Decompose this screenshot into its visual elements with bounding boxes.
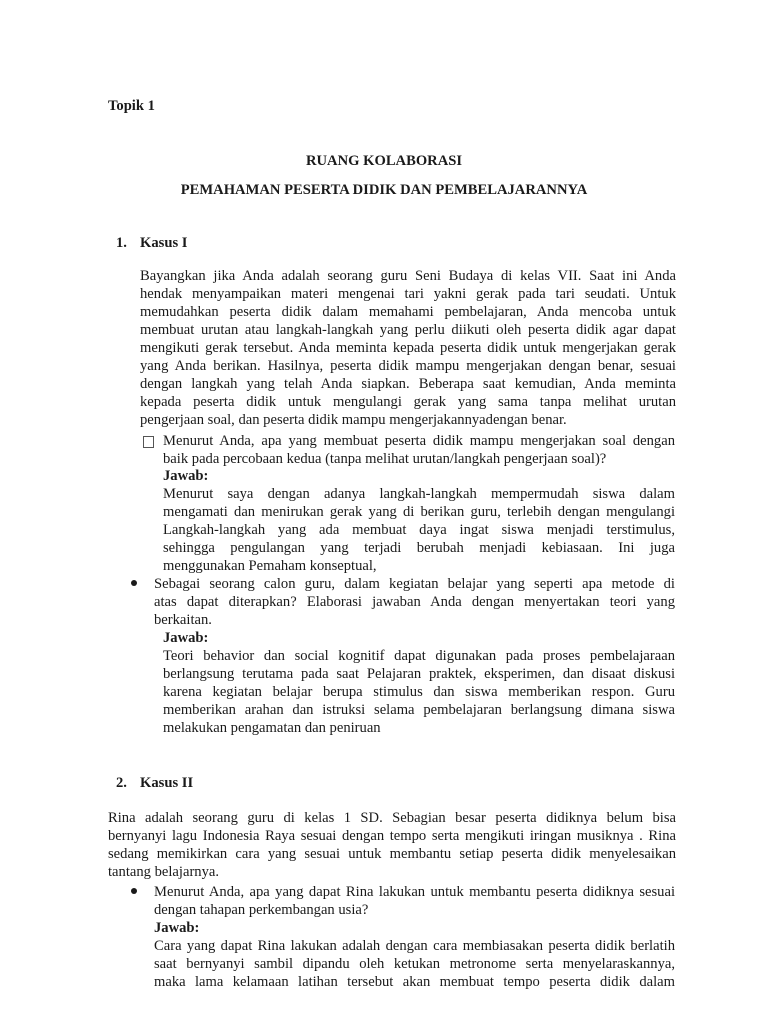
text-line: bernyanyi lagu Indonesia Raya sesuai dengan tempo serta mengikuti iringan musiknya . Rina — [108, 828, 676, 844]
text-line: Menurut Anda, apa yang membuat peserta didik mampu mengerjakan soal dengan — [163, 433, 675, 449]
answer-label: Jawab: — [154, 920, 200, 936]
text-line: dengan langkah yang telah Anda siapkan. Beberapa saat kemudian, Anda meminta — [140, 376, 676, 392]
case1-question2 — [154, 575, 675, 629]
text-line: mengikuti gerak tersebut. Anda meminta kepada peserta didik untuk mengerjakan gerak — [140, 340, 676, 356]
text-line: dengan tahapan perkembangan usia? — [154, 902, 369, 918]
case2-paragraph — [108, 809, 676, 881]
text-line: yang Anda berikan. Hasilnya, peserta didik mampu mengerjakan dengan benar, sesuai — [140, 358, 676, 374]
text-line: atas dapat diterapkan? Elaborasi jawaban Anda dengan menyertakan teori yang — [154, 594, 675, 610]
text-line: memudahkan peserta didik dalam memahami pembelajaran, Anda mencoba untuk — [140, 304, 676, 320]
text-line: karena kegiatan belajar berupa stimulus dan siswa memberikan respon. Guru — [163, 684, 675, 700]
case2-answer1 — [154, 937, 675, 991]
text-line: tantang belajarnya. — [108, 864, 220, 880]
checkbox-bullet-icon — [143, 436, 154, 448]
case1-heading: Kasus I — [140, 235, 188, 251]
text-line: Menurut saya dengan adanya langkah-langkah mempermudah siswa dalam — [163, 486, 675, 502]
text-line: mengamati dan menirukan gerak yang di berikan guru, terlebih dengan mengulangi — [163, 504, 675, 520]
case1-question1 — [163, 432, 675, 468]
text-line: sedang memikirkan cara yang sesuai untuk membantu setiap peserta didik menyelesaikan — [108, 846, 676, 862]
text-line: Cara yang dapat Rina lakukan adalah dengan cara membiasakan peserta didik berlatih — [154, 938, 675, 954]
answer-label: Jawab: — [163, 630, 209, 646]
answer-label: Jawab: — [163, 468, 209, 484]
text-line: pengerjaan soal, dan peserta didik mampu mengerjakannyadengan benar. — [140, 412, 567, 428]
bullet-dot-icon — [131, 888, 137, 894]
case2-number: 2. — [116, 775, 127, 791]
text-line: melakukan pengamatan dan peniruan — [163, 720, 381, 736]
case2-heading: Kasus II — [140, 775, 194, 791]
text-line: memberikan arahan dan istruksi selama pembelajaran berlangsung dimana siswa — [163, 702, 675, 718]
case1-answer1 — [163, 485, 675, 575]
text-line: menggunakan Pemaham konseptual, — [163, 558, 377, 574]
text-line: Langkah-langkah yang ada membuat daya ingat siswa menjadi terstimulus, — [163, 522, 675, 538]
text-line: berlangsung terutama pada saat Pelajaran praktek, eksperimen, dan disaat diskusi — [163, 666, 675, 682]
text-line: hendak menyampaikan materi mengenai tari yakni gerak pada tari seudati. Untuk — [140, 286, 676, 302]
text-line: Teori behavior dan social kognitif dapat digunakan pada proses pembelajaraan — [163, 648, 675, 664]
topic-label: Topik 1 — [108, 98, 155, 114]
text-line: sehingga pengulangan yang terjadi berubah menjadi kebiasaan. Ini juga — [163, 540, 675, 556]
case2-question1 — [154, 883, 675, 919]
text-line: saat bernyanyi sambil dipandu oleh ketukan metronome serta menyelaraskannya, — [154, 956, 675, 972]
bullet-dot-icon — [131, 580, 137, 586]
text-line: kepada peserta didik untuk mengulangi gerak yang sama tanpa melihat urutan — [140, 394, 676, 410]
text-line: baik pada percobaan kedua (tanpa melihat urutan/langkah pengerjaan soal)? — [163, 451, 607, 467]
case1-answer2 — [163, 647, 675, 737]
text-line: membuat urutan atau langkah-langkah yang perlu diikuti oleh peserta didik agar dapat — [140, 322, 676, 338]
text-line: maka lama kelamaan latihan tersebut akan membuat tempo peserta didik dalam — [154, 974, 675, 990]
text-line: Sebagai seorang calon guru, dalam kegiatan belajar yang seperti apa metode di — [154, 576, 675, 592]
text-line: Menurut Anda, apa yang dapat Rina lakukan untuk membantu peserta didiknya sesuai — [154, 884, 675, 900]
text-line: Bayangkan jika Anda adalah seorang guru Seni Budaya di kelas VII. Saat ini Anda — [140, 268, 676, 284]
text-line: berkaitan. — [154, 612, 212, 628]
text-line: Rina adalah seorang guru di kelas 1 SD. Sebagian besar peserta didiknya belum bisa — [108, 810, 676, 826]
document-title: RUANG KOLABORASI — [305, 153, 463, 169]
document-subtitle: PEMAHAMAN PESERTA DIDIK DAN PEMBELAJARANNYA — [180, 182, 588, 198]
case1-paragraph — [140, 267, 676, 429]
case1-number: 1. — [116, 235, 127, 251]
